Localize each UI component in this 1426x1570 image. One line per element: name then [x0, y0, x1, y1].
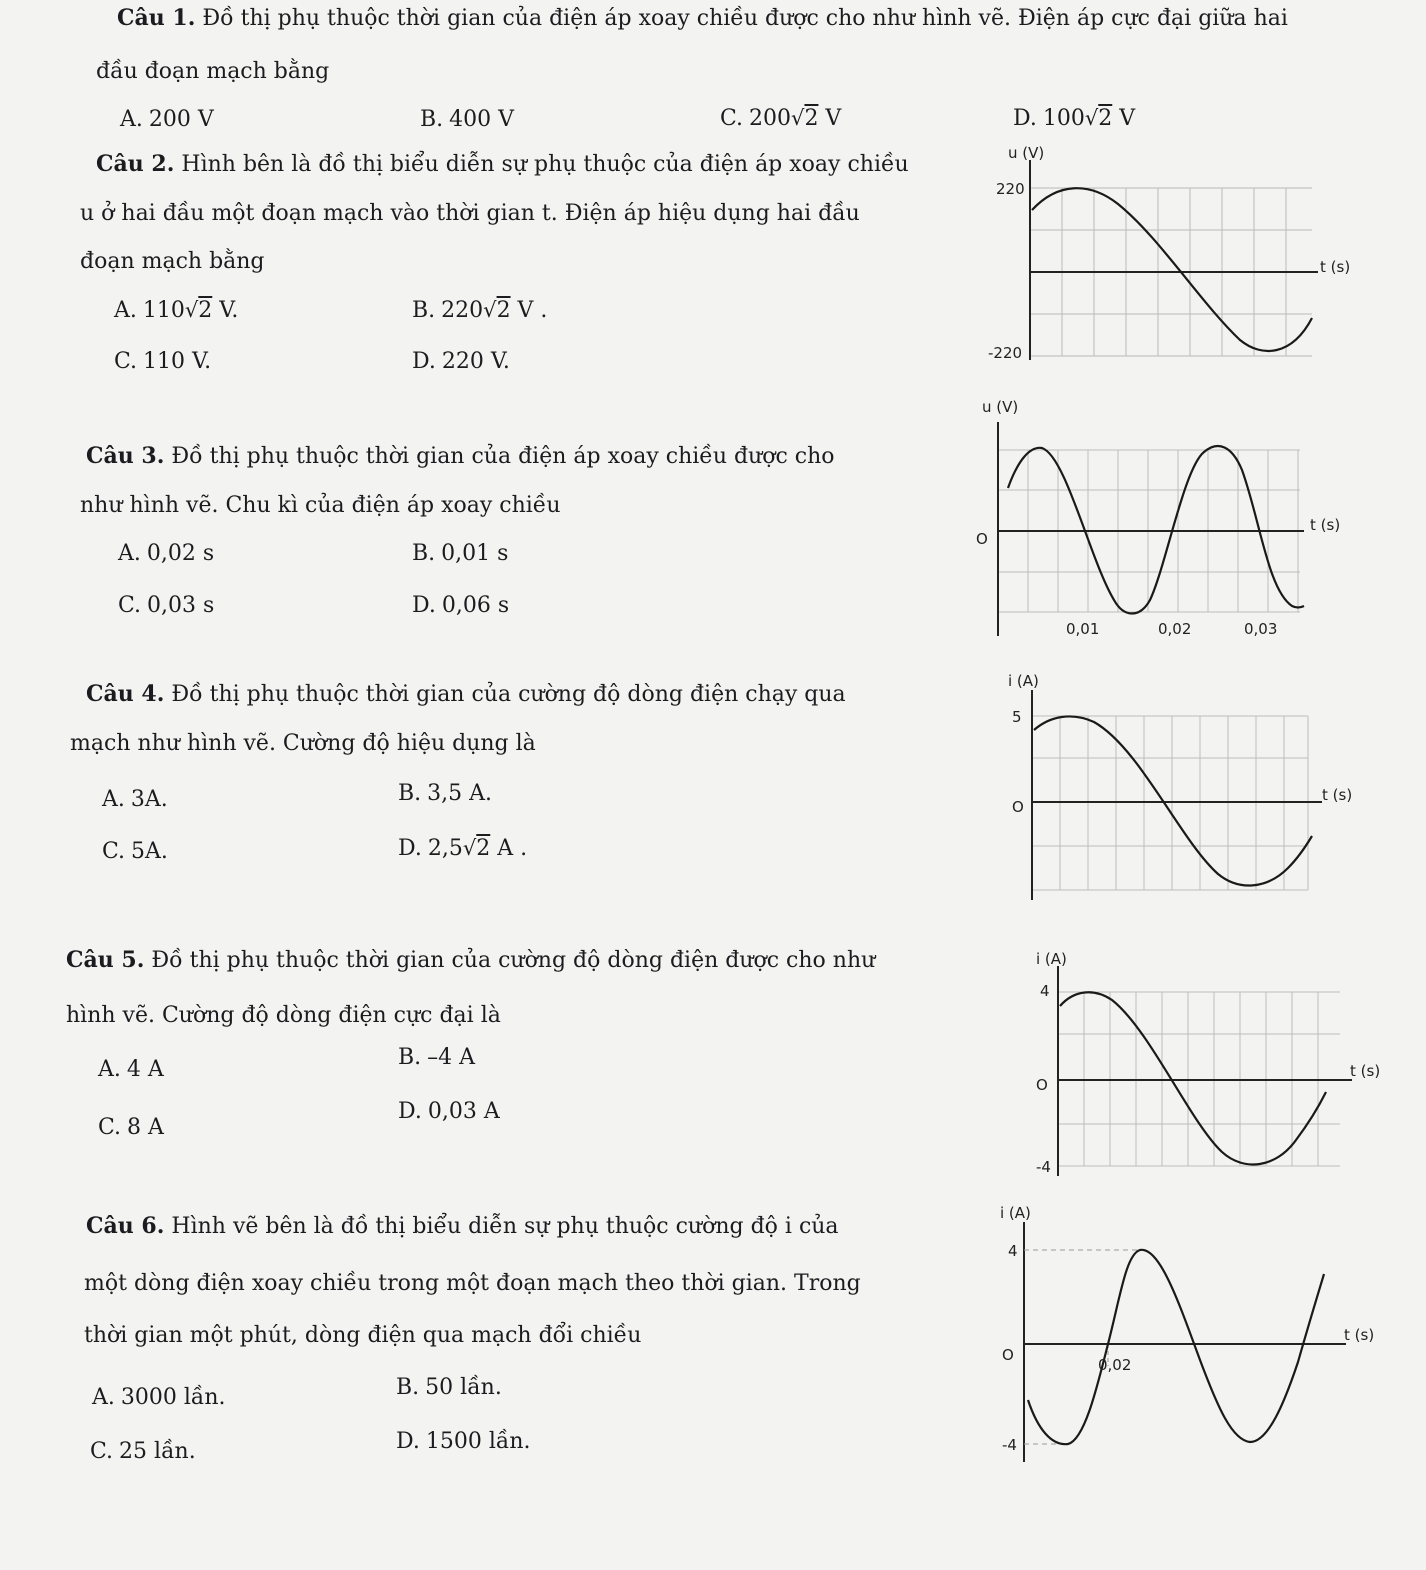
q6-x-axis-label: t (s) — [1344, 1326, 1375, 1344]
q2-text-line3: đoạn mạch bằng — [80, 249, 265, 274]
q5-number: Câu 5. — [66, 947, 145, 973]
q5-text-line1: Câu 5. Đồ thị phụ thuộc thời gian của cường độ dòng điện được cho như — [66, 947, 876, 973]
q3-option-a[interactable]: A. 0,02 s — [118, 541, 215, 566]
q2-option-d[interactable]: D. 220 V. — [412, 349, 510, 374]
q4-option-b[interactable]: B. 3,5 A. — [398, 781, 493, 806]
q4-text-line1: Câu 4. Đồ thị phụ thuộc thời gian của cường độ dòng điện chạy qua — [86, 681, 846, 707]
q3-text-line1: Câu 3. Đồ thị phụ thuộc thời gian của điện áp xoay chiều được cho — [86, 443, 835, 469]
q3-text-line2: như hình vẽ. Chu kì của điện áp xoay chiều — [80, 493, 561, 518]
q3-option-d[interactable]: D. 0,06 s — [412, 593, 510, 618]
q6-origin-label: O — [1002, 1346, 1014, 1364]
q4-y-axis-label: i (A) — [1008, 672, 1039, 690]
q4-x-axis-label: t (s) — [1322, 786, 1353, 804]
q1-option-d[interactable]: D. 100√2 V — [1013, 106, 1136, 131]
q6-option-c[interactable]: C. 25 lần. — [90, 1439, 196, 1464]
q6-curve-visible — [1028, 1250, 1324, 1444]
q1-option-a[interactable]: A. 200 V — [120, 107, 214, 132]
q5-x-axis-label: t (s) — [1350, 1062, 1381, 1080]
q3-x-tick-2: 0,02 — [1158, 620, 1192, 638]
q3-origin-label: O — [976, 530, 988, 548]
q1-text-line2: đầu đoạn mạch bằng — [96, 59, 330, 84]
q5-option-d[interactable]: D. 0,03 A — [398, 1099, 500, 1124]
q6-number: Câu 6. — [86, 1213, 165, 1239]
q3-x-axis-label: t (s) — [1310, 516, 1341, 534]
q5-y-max-label: 4 — [1040, 982, 1050, 1000]
q6-text-line1: Câu 6. Hình vẽ bên là đồ thị biểu diễn sự phụ thuộc cường độ i của — [86, 1213, 839, 1239]
q3-x-tick-1: 0,01 — [1066, 620, 1100, 638]
q2-option-c[interactable]: C. 110 V. — [114, 349, 212, 374]
q1-text-line1: Câu 1. Đồ thị phụ thuộc thời gian của điện áp xoay chiều được cho như hình vẽ. Điện áp cực đại giữa hai — [117, 5, 1288, 31]
q4-number: Câu 4. — [86, 681, 165, 707]
q5-origin-label: O — [1036, 1076, 1048, 1094]
q4-option-d[interactable]: D. 2,5√2 A . — [398, 836, 528, 861]
q5-option-c[interactable]: C. 8 A — [98, 1115, 164, 1140]
q5-text-line2: hình vẽ. Cường độ dòng điện cực đại là — [66, 1003, 501, 1028]
q2-option-b[interactable]: B. 220√2 V . — [412, 298, 548, 323]
q4-origin-label: O — [1012, 798, 1024, 816]
q6-y-max-label: 4 — [1008, 1242, 1018, 1260]
q1-option-b[interactable]: B. 400 V — [420, 107, 515, 132]
q6-option-d[interactable]: D. 1500 lần. — [396, 1429, 531, 1454]
q6-option-a[interactable]: A. 3000 lần. — [92, 1385, 226, 1410]
q5-option-a[interactable]: A. 4 A — [98, 1057, 164, 1082]
q2-number: Câu 2. — [96, 151, 175, 177]
q1-option-c[interactable]: C. 200√2 V — [720, 106, 842, 131]
q6-y-min-label: -4 — [1002, 1436, 1017, 1454]
q4-option-a[interactable]: A. 3A. — [102, 787, 168, 812]
q5-y-min-label: -4 — [1036, 1158, 1051, 1176]
q2-option-a[interactable]: A. 110√2 V. — [114, 298, 239, 323]
q2-text-line1: Câu 2. Hình bên là đồ thị biểu diễn sự phụ thuộc của điện áp xoay chiều — [96, 151, 909, 177]
q3-option-b[interactable]: B. 0,01 s — [412, 541, 509, 566]
q6-y-axis-label: i (A) — [1000, 1204, 1031, 1222]
q3-number: Câu 3. — [86, 443, 165, 469]
q6-text-line3: thời gian một phút, dòng điện qua mạch đổi chiều — [84, 1323, 642, 1348]
q3-option-c[interactable]: C. 0,03 s — [118, 593, 215, 618]
q2-y-axis-label: u (V) — [1008, 144, 1045, 162]
q3-x-tick-3: 0,03 — [1244, 620, 1278, 638]
q4-y-max-label: 5 — [1012, 708, 1022, 726]
q6-text-line2: một dòng điện xoay chiều trong một đoạn mạch theo thời gian. Trong — [84, 1271, 861, 1296]
q4-option-c[interactable]: C. 5A. — [102, 839, 168, 864]
q2-x-axis-label: t (s) — [1320, 258, 1351, 276]
q1-number: Câu 1. — [117, 5, 196, 31]
q5-option-b[interactable]: B. –4 A — [398, 1045, 476, 1070]
q4-text-line2: mạch như hình vẽ. Cường độ hiệu dụng là — [70, 731, 536, 756]
q2-y-max-label: 220 — [996, 180, 1025, 198]
q5-y-axis-label: i (A) — [1036, 950, 1067, 968]
q6-x-tick: 0,02 — [1098, 1356, 1132, 1374]
q2-y-min-label: -220 — [988, 344, 1023, 362]
q3-y-axis-label: u (V) — [982, 398, 1019, 416]
q6-option-b[interactable]: B. 50 lần. — [396, 1375, 502, 1400]
q2-text-line2: u ở hai đầu một đoạn mạch vào thời gian t. Điện áp hiệu dụng hai đầu — [80, 201, 860, 226]
